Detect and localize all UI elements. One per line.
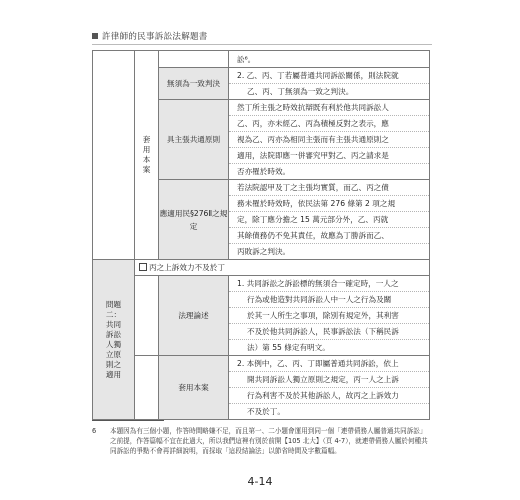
row-label: 套用本案	[178, 383, 209, 392]
content-cell	[229, 51, 430, 68]
blank-cell	[135, 356, 159, 420]
label-cell-civil-code-276	[159, 180, 229, 260]
row-label: 法理論述	[178, 311, 209, 320]
text-line: 開共同訴訟人獨立原則之規定，丙一人之上訴	[229, 372, 429, 388]
running-header	[92, 30, 208, 42]
question-2-header-cell	[135, 260, 430, 276]
group-label: 套用本案	[142, 135, 151, 174]
question-2-header	[135, 260, 429, 275]
header-title: 許律師的民事訴訟法解題書	[102, 32, 208, 42]
table-row	[93, 276, 430, 356]
box-icon	[139, 263, 147, 271]
page-number: 4-14	[247, 475, 273, 488]
text-line: 視為乙、丙亦為相同主張而有主張共通原則之	[229, 132, 429, 148]
question-1-spacer-cell	[93, 51, 135, 260]
table-row	[93, 260, 430, 276]
text-line: 2. 本例中，乙、丙、丁即屬普通共同訴訟，依上	[229, 356, 429, 372]
text-line: 然丁所主張之時效抗辯既有利於他共同訴訟人	[229, 100, 429, 116]
group-cell-apply	[135, 51, 159, 260]
row-label: 無須為一致判決	[166, 79, 221, 88]
answer-table	[92, 50, 430, 420]
text-line: 於其一人所生之事項，除別有規定外，其利害	[229, 308, 429, 324]
text-line: 法）第 55 條定有明文。	[247, 343, 330, 352]
text-line: 適用，法院即應一併審究甲對乙、丙之請求是	[229, 148, 429, 164]
blank-cell	[159, 51, 229, 68]
footnote-rule	[92, 420, 164, 421]
text-line: 若法院認甲及丁之主張均實質，而乙、丙之債	[229, 180, 429, 196]
table-row	[93, 51, 430, 68]
header-rule	[92, 44, 432, 45]
text-line: 否亦罹於時效。	[237, 167, 291, 176]
footnote-number: 6	[92, 427, 97, 435]
content-cell	[229, 356, 430, 420]
label-cell-legal-theory	[159, 276, 229, 356]
header-square-icon	[92, 33, 98, 39]
question-2-label-cell	[93, 260, 135, 420]
blank-cell	[135, 276, 159, 356]
text-line: 務未罹於時效時，依民法第 276 條第 2 項之規	[229, 196, 429, 212]
text-line: 不及於他共同訴訟人，民事訴訟法（下稱民訴	[229, 324, 429, 340]
text-line: 2. 乙、丙、丁若屬普通共同訴訟關係，則法院就	[229, 68, 429, 84]
label-cell-common-assertion	[159, 100, 229, 180]
text-line: 定，除丁應分擔之 15 萬元部分外，乙、丙就	[229, 212, 429, 228]
label-cell-apply-case	[159, 356, 229, 420]
text-line: 1. 共同訴訟之訴訟標的無須合一確定時，一人之	[229, 276, 429, 292]
content-cell	[229, 276, 430, 356]
row-label: 具主張共通原則	[166, 135, 221, 144]
text-line: 行為或他造對共同訴訟人中一人之行為及關	[229, 292, 429, 308]
question-2-label: 問題二：共同訴訟人獨立原則之適用	[105, 299, 122, 379]
row-label: 應適用民§276Ⅱ之規定	[159, 208, 228, 231]
label-cell-no-unified-judgment	[159, 68, 229, 100]
footnote-text: 本題因為有三個小題，作答時間略嫌不足，而且第一、二小題會運用到同一個「連帶債務人屬普通共同訴訟」之前提，作答篇幅不宜在此過大，所以我們這裡有別於前開【105 北大】（頁 4-7），就連帶債務人屬於何種共同訴訟的爭點不會再詳細說明，而採取「這段結論法」以節省時間及字數篇幅。	[110, 427, 428, 455]
text-line: 乙、丙、丁無須為一致之判決。	[247, 87, 354, 96]
content-cell	[229, 180, 430, 260]
text-line: 行為利害不及於其他訴訟人，故丙之上訴效力	[229, 388, 429, 404]
text-line: 丙敗訴之判決。	[237, 247, 291, 256]
text-line: 其餘債務仍不免其責任，故應為丁勝訴而乙、	[229, 228, 429, 244]
content-cell	[229, 68, 430, 100]
table-row	[93, 356, 430, 420]
footnote	[92, 426, 432, 456]
text-line: 乙、丙，亦未經乙、丙為積極反對之表示，應	[229, 116, 429, 132]
content-cell	[229, 100, 430, 180]
text-line: 訟⁶。	[237, 54, 256, 64]
header-text: 丙之上訴效力不及於丁	[149, 263, 225, 272]
text-line: 不及於丁。	[247, 407, 285, 416]
